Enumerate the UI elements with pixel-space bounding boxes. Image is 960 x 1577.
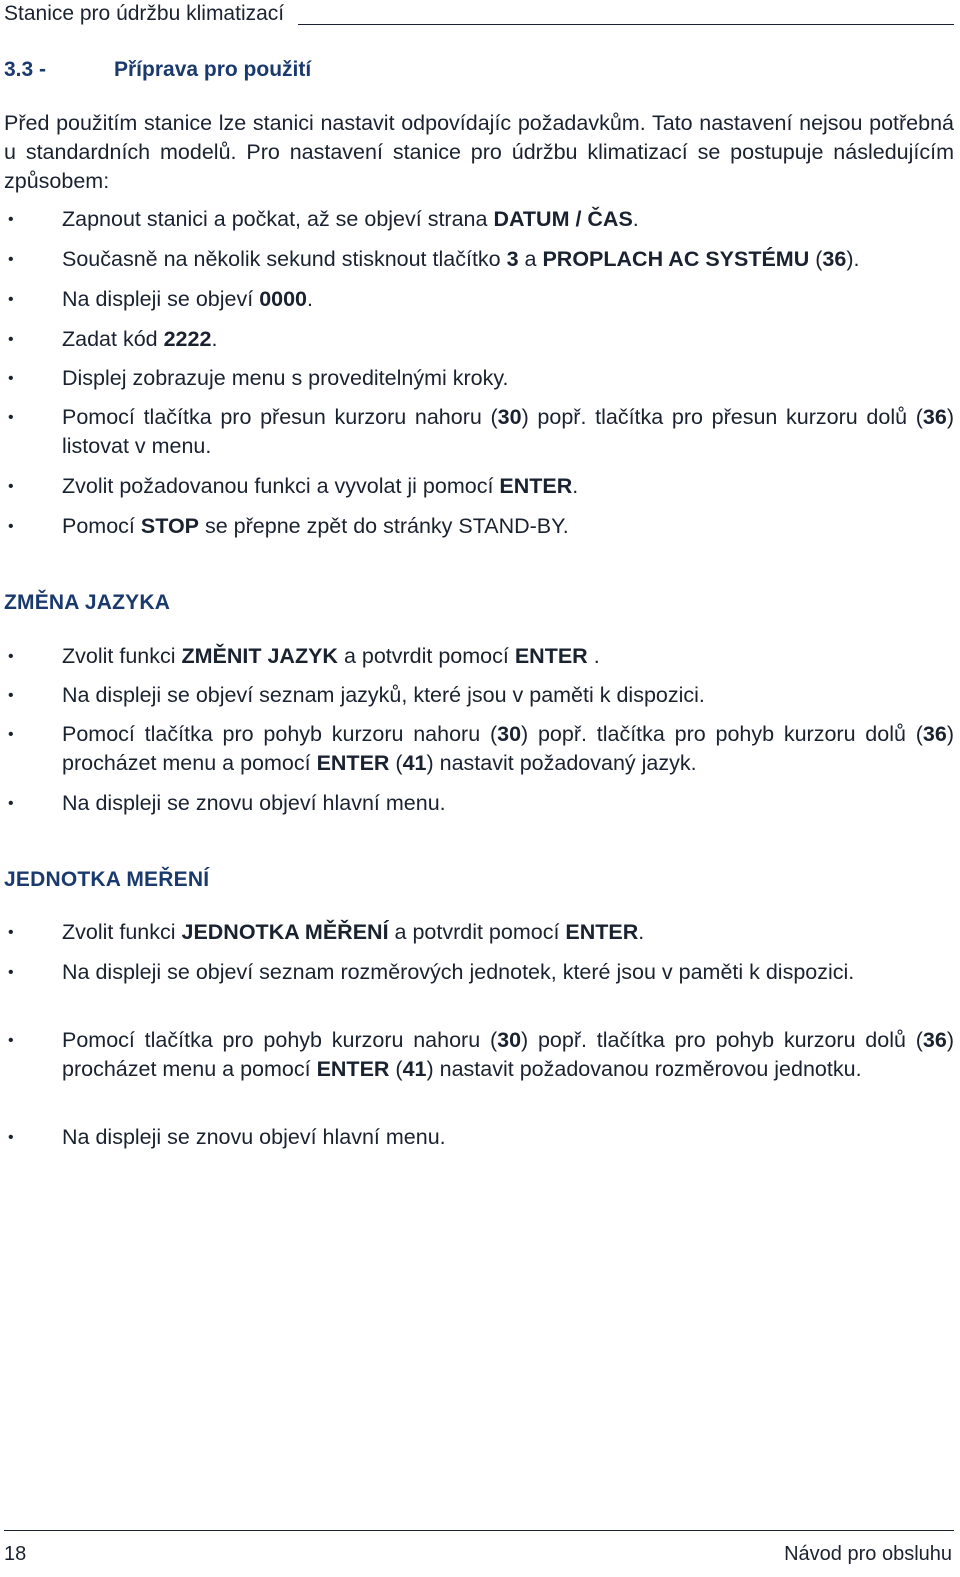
item-text: ) procházet menu a pomocí <box>62 1028 954 1081</box>
section-number: 3.3 - <box>4 58 47 81</box>
item-bold-text: 2222 <box>163 327 212 351</box>
footer-rule <box>4 1530 954 1531</box>
item-text: Pomocí tlačítka pro pohyb kurzoru nahoru ( <box>62 722 498 746</box>
item-text: Zadat kód <box>62 327 164 351</box>
bullet: • <box>8 370 14 387</box>
item-text: a potvrdit pomocí <box>337 644 515 668</box>
list-item <box>4 720 954 778</box>
list-item <box>4 1123 954 1152</box>
item-text: a potvrdit pomocí <box>388 920 566 944</box>
section-title: Příprava pro použití <box>114 58 312 81</box>
list-item <box>4 642 954 671</box>
bullet: • <box>8 331 14 348</box>
item-text: Zapnout stanici a počkat, až se objeví strana <box>62 207 494 231</box>
list-item <box>4 681 954 710</box>
item-text: . <box>307 287 314 311</box>
item-bold-text: PROPLACH AC SYSTÉMU <box>542 247 810 271</box>
item-bold-text: 30 <box>497 405 522 429</box>
item-text: ( <box>389 751 403 775</box>
page-header <box>4 0 954 28</box>
item-text: . <box>572 474 579 498</box>
item-bold-text: ZMĚNIT JAZYK <box>181 644 338 668</box>
item-text: Zvolit požadovanou funkci a vyvolat ji pomocí <box>62 474 500 498</box>
item-text: ( <box>809 247 823 271</box>
bullet: • <box>8 251 14 268</box>
item-bold-text: 3 <box>506 247 519 271</box>
item-bold-text: 41 <box>402 751 427 775</box>
list-item <box>4 285 954 314</box>
bullet: • <box>8 518 14 535</box>
item-text: ) nastavit požadovaný jazyk. <box>426 751 697 775</box>
item-text: a <box>518 247 543 271</box>
list-item <box>4 325 954 354</box>
bullet: • <box>8 795 14 812</box>
item-text: . <box>587 644 600 668</box>
item-bold-text: DATUM / ČAS <box>493 207 633 231</box>
footer-doc-title: Návod pro obsluhu <box>784 1543 952 1565</box>
bullet: • <box>8 1129 14 1146</box>
item-text: ) popř. tlačítka pro přesun kurzoru dolů ( <box>521 405 923 429</box>
bullet: • <box>8 964 14 981</box>
list-item <box>4 789 954 818</box>
item-text: Displej zobrazuje menu s proveditelnými kroky. <box>62 366 509 390</box>
header-title: Stanice pro údržbu klimatizací <box>4 2 285 25</box>
unit-heading: JEDNOTKA MEŘENÍ <box>4 868 210 891</box>
bullet: • <box>8 409 14 426</box>
item-bold-text: 0000 <box>259 287 308 311</box>
item-bold-text: 41 <box>402 1057 427 1081</box>
item-text: ). <box>846 247 860 271</box>
item-text: ) procházet menu a pomocí <box>62 722 954 775</box>
item-text: . <box>632 207 639 231</box>
bullet: • <box>8 291 14 308</box>
bullet: • <box>8 648 14 665</box>
bullet: • <box>8 726 14 743</box>
item-text: Pomocí <box>62 514 141 538</box>
item-bold-text: 36 <box>922 722 947 746</box>
list-item <box>4 1026 954 1084</box>
item-text: . <box>638 920 645 944</box>
item-bold-text: STOP <box>140 514 200 538</box>
item-text: se přepne zpět do stránky STAND-BY. <box>199 514 569 538</box>
item-text: Zvolit funkci <box>62 920 182 944</box>
list-item <box>4 918 954 947</box>
list-item <box>4 205 954 234</box>
intro-paragraph: Před použitím stanice lze stanici nastavit odpovídajíc požadavkům. Tato nastavení nejsou potřebná u standardních modelů. Pro nastavení stanice pro údržbu klimatizací se postupuje následujícím způsobem: <box>4 111 954 193</box>
item-text: . <box>211 327 218 351</box>
item-text: ) popř. tlačítka pro pohyb kurzoru dolů ( <box>521 1028 923 1052</box>
bullet: • <box>8 478 14 495</box>
lang-heading: ZMĚNA JAZYKA <box>4 591 171 614</box>
item-text: ) nastavit požadovanou rozměrovou jednotku. <box>426 1057 862 1081</box>
item-bold-text: 36 <box>822 247 847 271</box>
list-item <box>4 958 954 987</box>
item-bold-text: ENTER <box>514 644 588 668</box>
list-item <box>4 364 954 393</box>
item-bold-text: ENTER <box>499 474 573 498</box>
item-text: Na displeji se znovu objeví hlavní menu. <box>62 1125 446 1149</box>
item-bold-text: ENTER <box>316 751 390 775</box>
item-bold-text: ENTER <box>316 1057 390 1081</box>
item-text: Pomocí tlačítka pro pohyb kurzoru nahoru ( <box>62 1028 498 1052</box>
item-text: Pomocí tlačítka pro přesun kurzoru nahoru ( <box>62 405 498 429</box>
list-item <box>4 403 954 461</box>
section-heading <box>4 58 311 82</box>
item-text: Zvolit funkci <box>62 644 182 668</box>
item-text: Na displeji se objeví seznam rozměrových jednotek, které jsou v paměti k dispozici. <box>62 960 855 984</box>
item-text: ) listovat v menu. <box>62 405 955 458</box>
item-bold-text: ENTER <box>565 920 639 944</box>
item-text: Na displeji se objeví <box>62 287 260 311</box>
item-text: ) popř. tlačítka pro pohyb kurzoru dolů ( <box>521 722 923 746</box>
header-rule <box>298 24 954 25</box>
item-text: Na displeji se objeví seznam jazyků, které jsou v paměti k dispozici. <box>62 683 705 707</box>
item-text: Současně na několik sekund stisknout tlačítko <box>62 247 507 271</box>
item-text: ( <box>389 1057 403 1081</box>
bullet: • <box>8 924 14 941</box>
item-bold-text: JEDNOTKA MĚŘENÍ <box>181 920 389 944</box>
page-number: 18 <box>4 1543 27 1565</box>
bullet: • <box>8 211 14 228</box>
item-bold-text: 36 <box>922 1028 947 1052</box>
item-bold-text: 36 <box>922 405 947 429</box>
bullet: • <box>8 687 14 704</box>
list-item <box>4 472 954 501</box>
list-item <box>4 512 954 541</box>
list-item <box>4 245 954 274</box>
item-text: Na displeji se znovu objeví hlavní menu. <box>62 791 446 815</box>
item-bold-text: 30 <box>497 722 522 746</box>
item-bold-text: 30 <box>497 1028 522 1052</box>
bullet: • <box>8 1032 14 1049</box>
